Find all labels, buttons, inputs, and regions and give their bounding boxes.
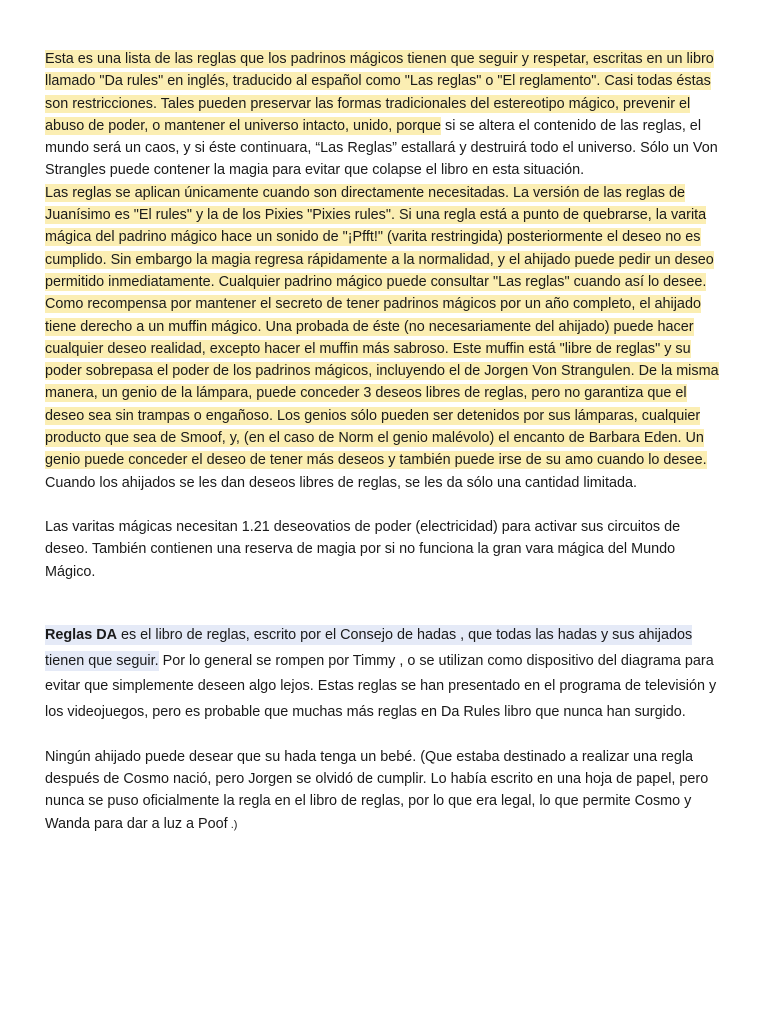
paragraph-reglas-da (45, 623, 725, 726)
paragraph-text: Ningún ahijado puede desear que su hada tenga un bebé. (Que estaba destinado a realizar una regla después de Cosmo nació, pero Jorgen se olvidó de cumplir. Lo había escrito en una hoja de papel, pero nunca se puso oficialmente la regla en el libro de reglas, por lo que era legal, lo que permite Cosmo y Wanda para dar a luz a Poof (45, 748, 709, 832)
paragraph-text: si se altera el contenido de las reglas, el mundo será un caos, y si éste continuara, “Las Reglas” estallará y destruirá todo el universo. Sólo un Von Strangles puede contener la magia para evitar que colapse el libro en esta situación. (45, 117, 718, 179)
paragraph-text: Por lo general se rompen por Timmy , o se utilizan como dispositivo del diagrama para evitar que simplemente deseen algo lejos. Estas reglas se han presentado en el programa de televisión y los videojuegos, pero es probable que muchas más reglas en Da Rules libro que nunca han surgido. (45, 652, 717, 720)
paragraph-reglas-intro (45, 48, 725, 494)
bold-term: Reglas DA (45, 626, 117, 643)
paragraph-text: Las varitas mágicas necesitan 1.21 deseovatios de poder (electricidad) para activar sus circuitos de deseo. También contienen una reserva de magia por si no funciona la gran vara mágica del Mundo Mágico. (45, 518, 681, 580)
paragraph-bebe-rule (45, 746, 725, 836)
highlighted-text: Las reglas se aplican únicamente cuando son directamente necesitadas. La versión de las reglas de Juanísimo es "El rules" y la de los Pixies "Pixies rules". Si una regla está a punto de quebrarse, la varita mágica del padrino mágico hace un sonido de "¡Pfft!" (varita restringida) posteriormente el deseo no es cumplido. Sin embargo la magia regresa rápidamente a la normalidad, y el ahijado puede pedir un deseo permitido inmediatamente. Cualquier padrino mágico puede consultar "Las reglas" cuando así lo desee. Como recompensa por mantener el secreto de tener padrinos mágicos por un año completo, el ahijado tiene derecho a un muffin mágico. Una probada de éste (no necesariamente del ahijado) puede hacer cualquier deseo realidad, excepto hacer el muffin más sabroso. Este muffin está "libre de reglas" y su poder sobrepasa el poder de los padrinos mágicos, incluyendo el de Jorgen Von Strangulen. De la misma manera, un genio de la lámpara, puede conceder 3 deseos libres de reglas, pero no garantiza que el deseo sea sin trampas o engañoso. Los genios sólo pueden ser detenidos por sus lámparas, cualquier producto que sea de Smoof, y, (en el caso de Norm el genio malévolo) el encanto de Barbara Eden. Un genio puede conceder el deseo de tener más deseos y también puede irse de su amo cuando lo desee. (45, 184, 719, 469)
paragraph-text: Cuando los ahijados se les dan deseos libres de reglas, se les da sólo una cantidad limitada. (45, 474, 637, 491)
small-text: .) (227, 818, 238, 831)
highlighted-text: Esta es una lista de las reglas que los padrinos mágicos tienen que seguir y respetar, escritas en un libro llamado "Da rules" en inglés, traducido al español como "Las reglas" o "El reglamento". Casi todas éstas son restricciones. Tales pueden preservar las formas tradicionales del estereotipo mágico, prevenir el abuso de poder, o mantener el universo intacto, unido, porque (45, 51, 714, 134)
document-page (45, 48, 725, 836)
highlighted-text: es el libro de reglas, escrito por el Consejo de hadas , que todas las hadas y sus ahijados tienen que seguir. (45, 626, 693, 669)
paragraph-varitas (45, 516, 725, 583)
